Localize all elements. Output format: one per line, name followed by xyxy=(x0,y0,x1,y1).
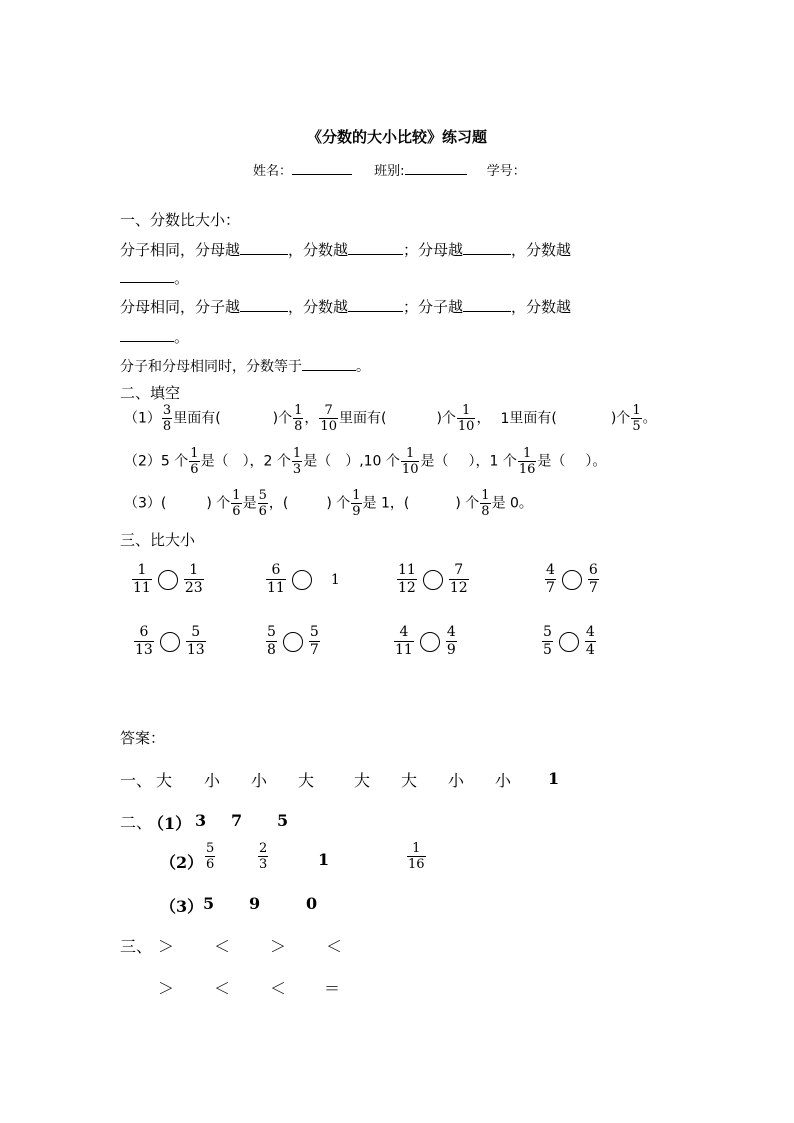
compare-circle[interactable] xyxy=(158,570,178,590)
section3-heading: 三、比大小 xyxy=(120,531,196,549)
s2-question2: （2）5 个 $\frac{1}{6}$ 是（ ），2 个 $\frac{1}{3}$ 是（ ）,10 个 $\frac{1}{10}$ 是（ ），1 个 $\frac{1}{16}$ 是（ ）。 xyxy=(124,446,607,477)
student-info-row xyxy=(253,160,526,179)
s2-question1: （1） $\frac{3}{8}$ 里面有( )个 $\frac{1}{8}$ ， $\frac{7}{10}$ 里面有( )个 $\frac{1}{10}$ ， 1里面有( )个 $\frac{1}{5}$ 。 xyxy=(124,403,657,434)
compare-circle[interactable] xyxy=(562,570,582,590)
compare-item: $\frac{5}{5}$ $\frac{4}{4}$ xyxy=(543,624,595,658)
compare-circle[interactable] xyxy=(160,632,180,652)
s1-line5: 分子和分母相同时，分数等于 。 xyxy=(120,359,370,375)
s1-line3: 分母相同，分子越 ，分数越 ；分子越 ，分数越 xyxy=(120,298,572,316)
page-title: 《分数的大小比较》练习题 xyxy=(306,128,487,146)
compare-item: $\frac{4}{11}$ $\frac{4}{9}$ xyxy=(395,624,456,658)
name-label: 姓名： xyxy=(253,164,293,179)
s1-line4: 。 xyxy=(120,326,189,347)
s2-question3: （3）( ) 个 $\frac{1}{6}$ 是 $\frac{5}{6}$ ，( ) 个 $\frac{1}{9}$ 是 1，( ) 个 $\frac{1}{8}$ 是 0。 xyxy=(124,488,533,519)
compare-circle[interactable] xyxy=(420,632,440,652)
section1-heading: 一、分数比大小： xyxy=(120,211,241,229)
compare-circle[interactable] xyxy=(283,632,303,652)
compare-item: $\frac{4}{7}$ $\frac{6}{7}$ xyxy=(546,562,598,596)
compare-item: $\frac{11}{12}$ $\frac{7}{12}$ xyxy=(398,562,468,596)
compare-item: $\frac{5}{8}$ $\frac{5}{7}$ xyxy=(267,624,319,658)
name-blank xyxy=(292,161,352,175)
class-blank xyxy=(405,161,467,175)
section2-heading: 二、填空 xyxy=(120,384,181,402)
class-label: 班别: xyxy=(374,164,405,179)
id-label: 学号： xyxy=(486,164,526,179)
compare-circle[interactable] xyxy=(423,570,443,590)
compare-circle[interactable] xyxy=(559,632,579,652)
s1-line1: 分子相同，分母越 ，分数越 ；分母越 ，分数越 xyxy=(120,241,572,259)
compare-item: $\frac{1}{11}$ $\frac{1}{23}$ xyxy=(133,562,203,596)
compare-item: $\frac{6}{13}$ $\frac{5}{13}$ xyxy=(135,624,205,658)
compare-item: $\frac{6}{11}$ 1 xyxy=(267,562,340,596)
s1-line2: 。 xyxy=(120,267,189,288)
answers-heading: 答案： xyxy=(120,729,166,747)
compare-circle[interactable] xyxy=(292,570,312,590)
